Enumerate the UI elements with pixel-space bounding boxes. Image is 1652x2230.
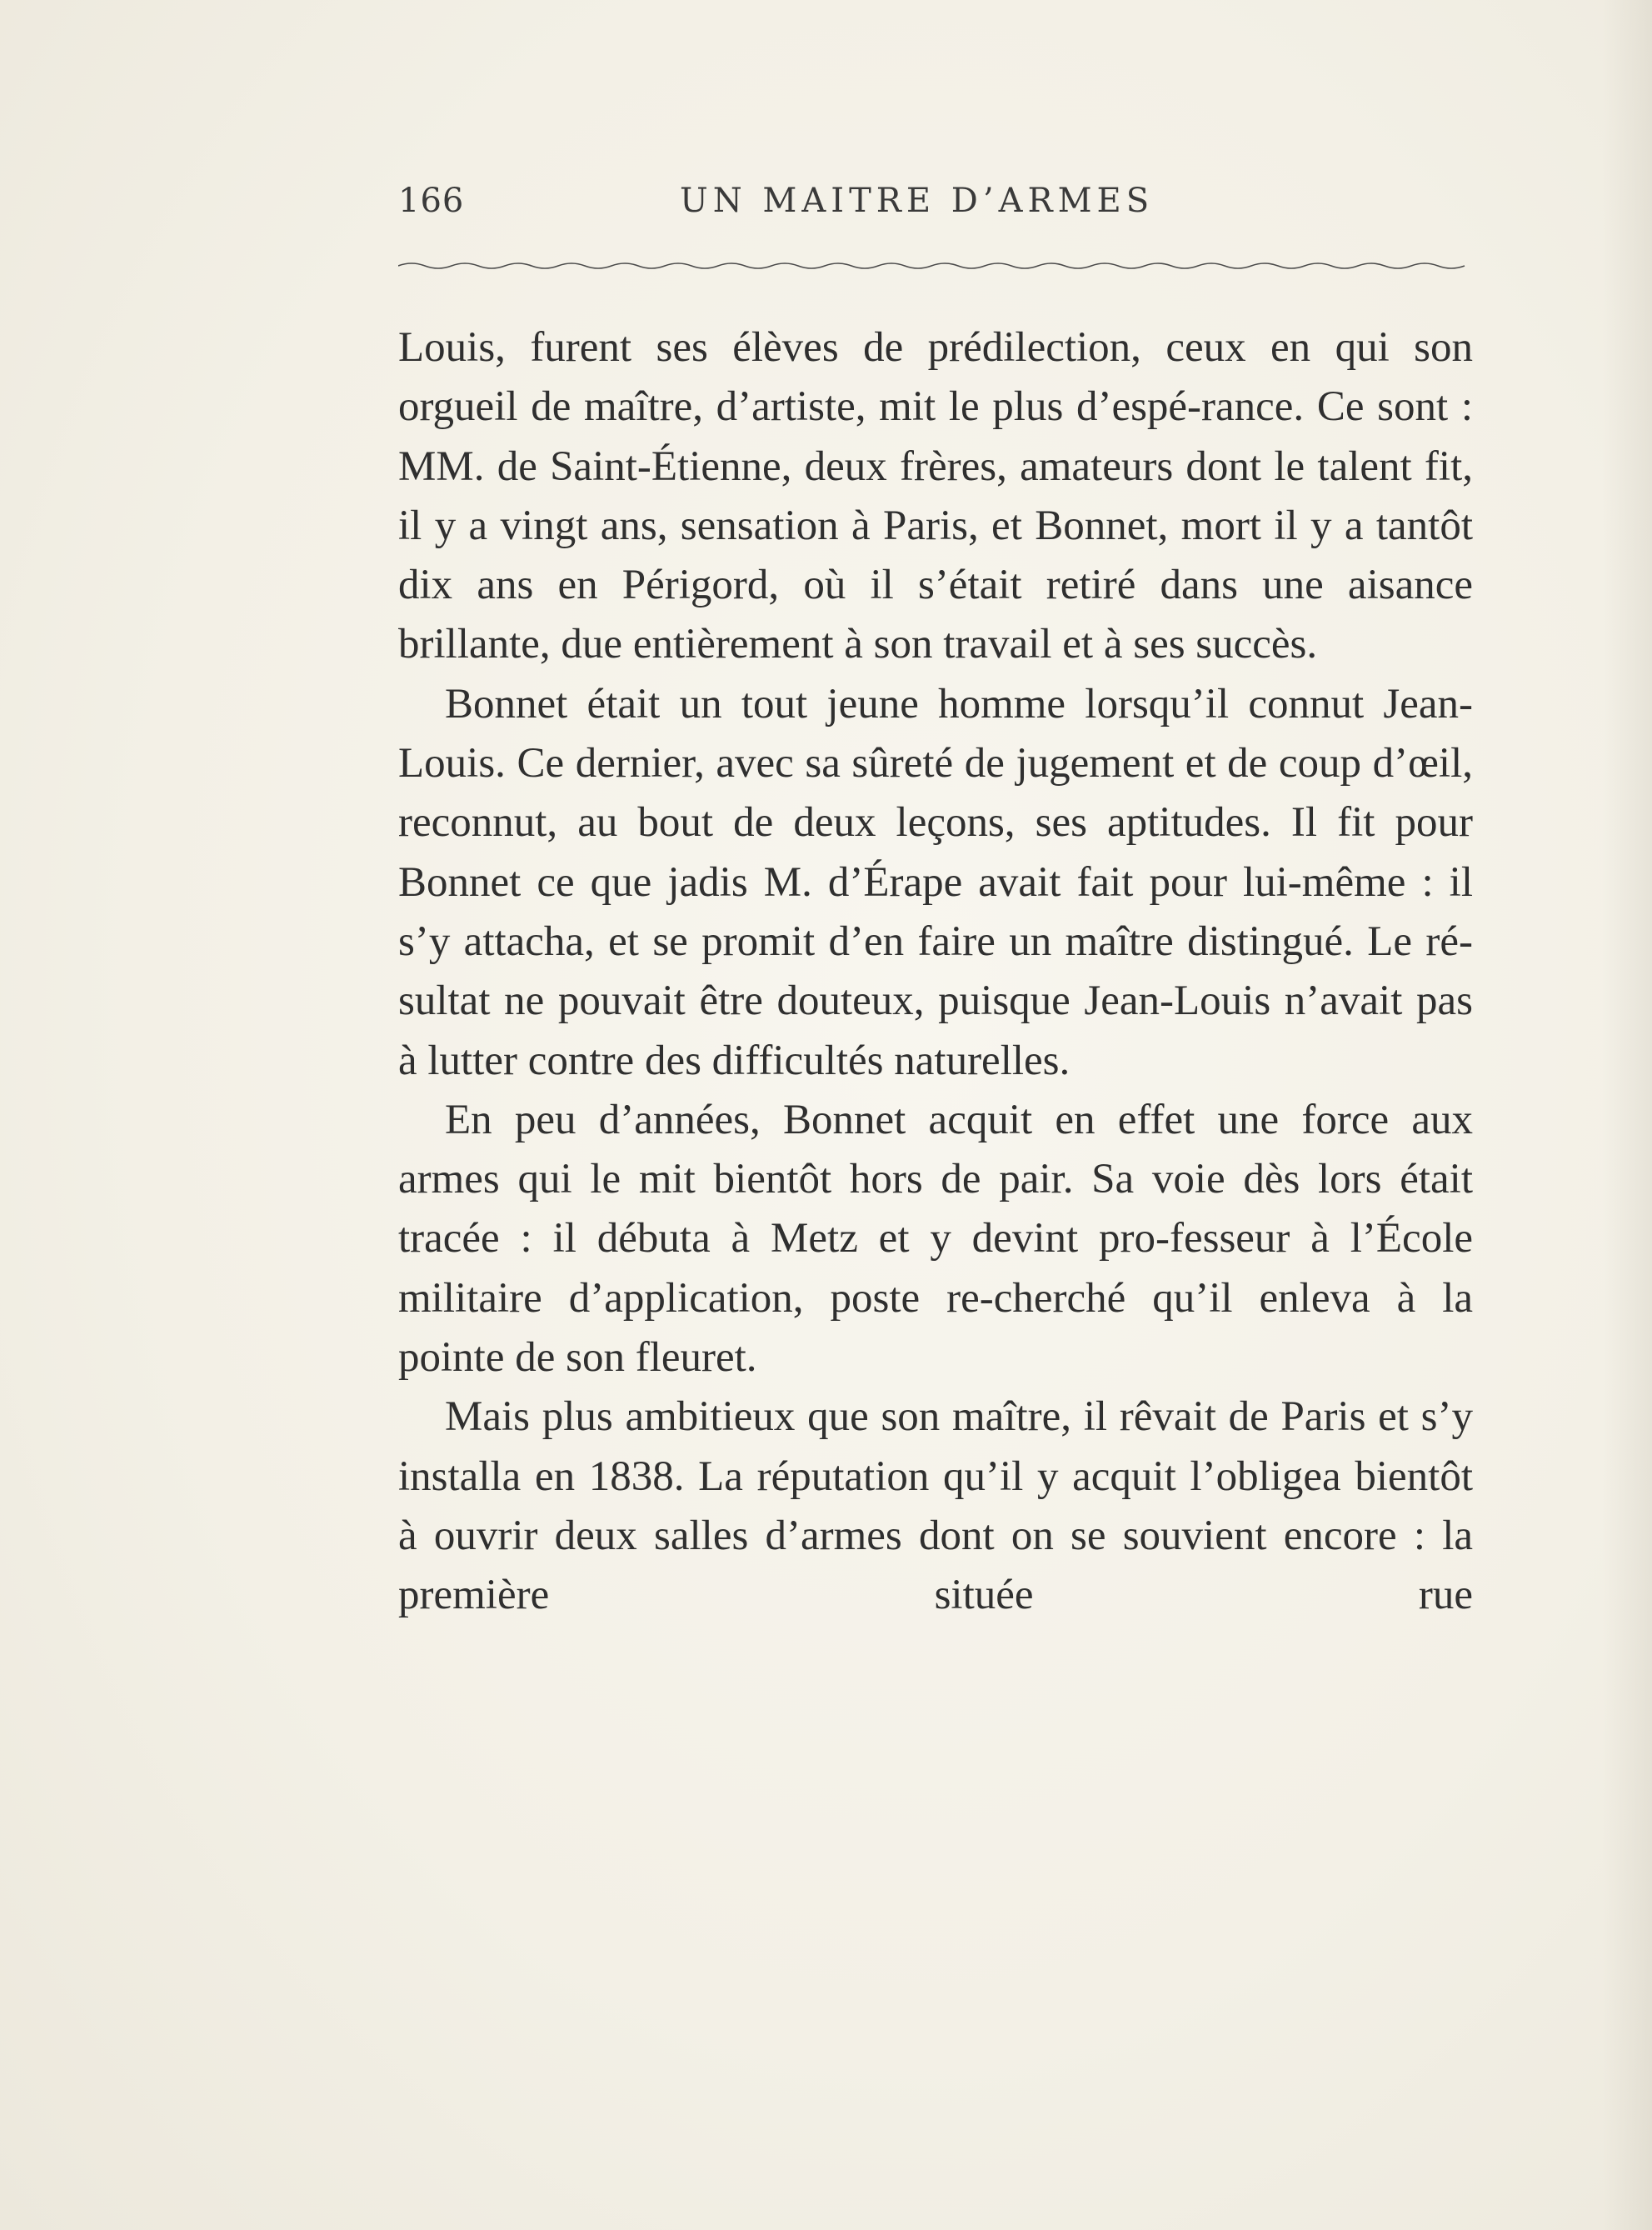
paragraph-2: Bonnet était un tout jeune homme lorsqu’il connut Jean-Louis. Ce dernier, avec sa sûreté de jugement et de coup d’œil, reconnut, au bout de deux leçons, ses aptitudes. Il fit pour Bonnet ce que jadis M. d’Érape avait fait pour lui-même : il s’y attacha, et se promit d’en faire un maître distingué. Le ré-sultat ne pouvait être douteux, puisque Jean-Louis n’avait pas à lutter contre des difficultés naturelles.	[398, 680, 1473, 1084]
paragraph-3: En peu d’années, Bonnet acquit en effet une force aux armes qui le mit bientôt hors de pair. Sa voie dès lors était tracée : il débuta à Metz et y devint pro-fesseur à l’École militaire d’application, poste re-cherché qu’il enleva à la pointe de son fleuret.	[398, 1096, 1473, 1382]
page-edge-shadow	[1602, 0, 1652, 2230]
running-title: UN MAITRE D’ARMES	[680, 182, 1155, 220]
body-text	[398, 318, 1473, 1626]
page-number: 166	[398, 182, 465, 220]
running-header	[398, 182, 1473, 232]
paragraph-1: Louis, furent ses élèves de prédilection, ceux en qui son orgueil de maître, d’artiste, mit le plus d’espé-rance. Ce sont : MM. de Saint-Étienne, deux frères, amateurs dont le talent fit, il y a vingt ans, sensation à Paris, et Bonnet, mort il y a tantôt dix ans en Périgord, où il s’était retiré dans une aisance brillante, due entièrement à son travail et à ses succès.	[398, 324, 1473, 668]
paragraph-4: Mais plus ambitieux que son maître, il rêvait de Paris et s’y installa en 1838. La réputation qu’il y acquit l’obligea bientôt à ouvrir deux salles d’armes dont on se souvient encore : la première située rue	[398, 1393, 1473, 1619]
decorative-wavy-rule	[398, 258, 1473, 270]
